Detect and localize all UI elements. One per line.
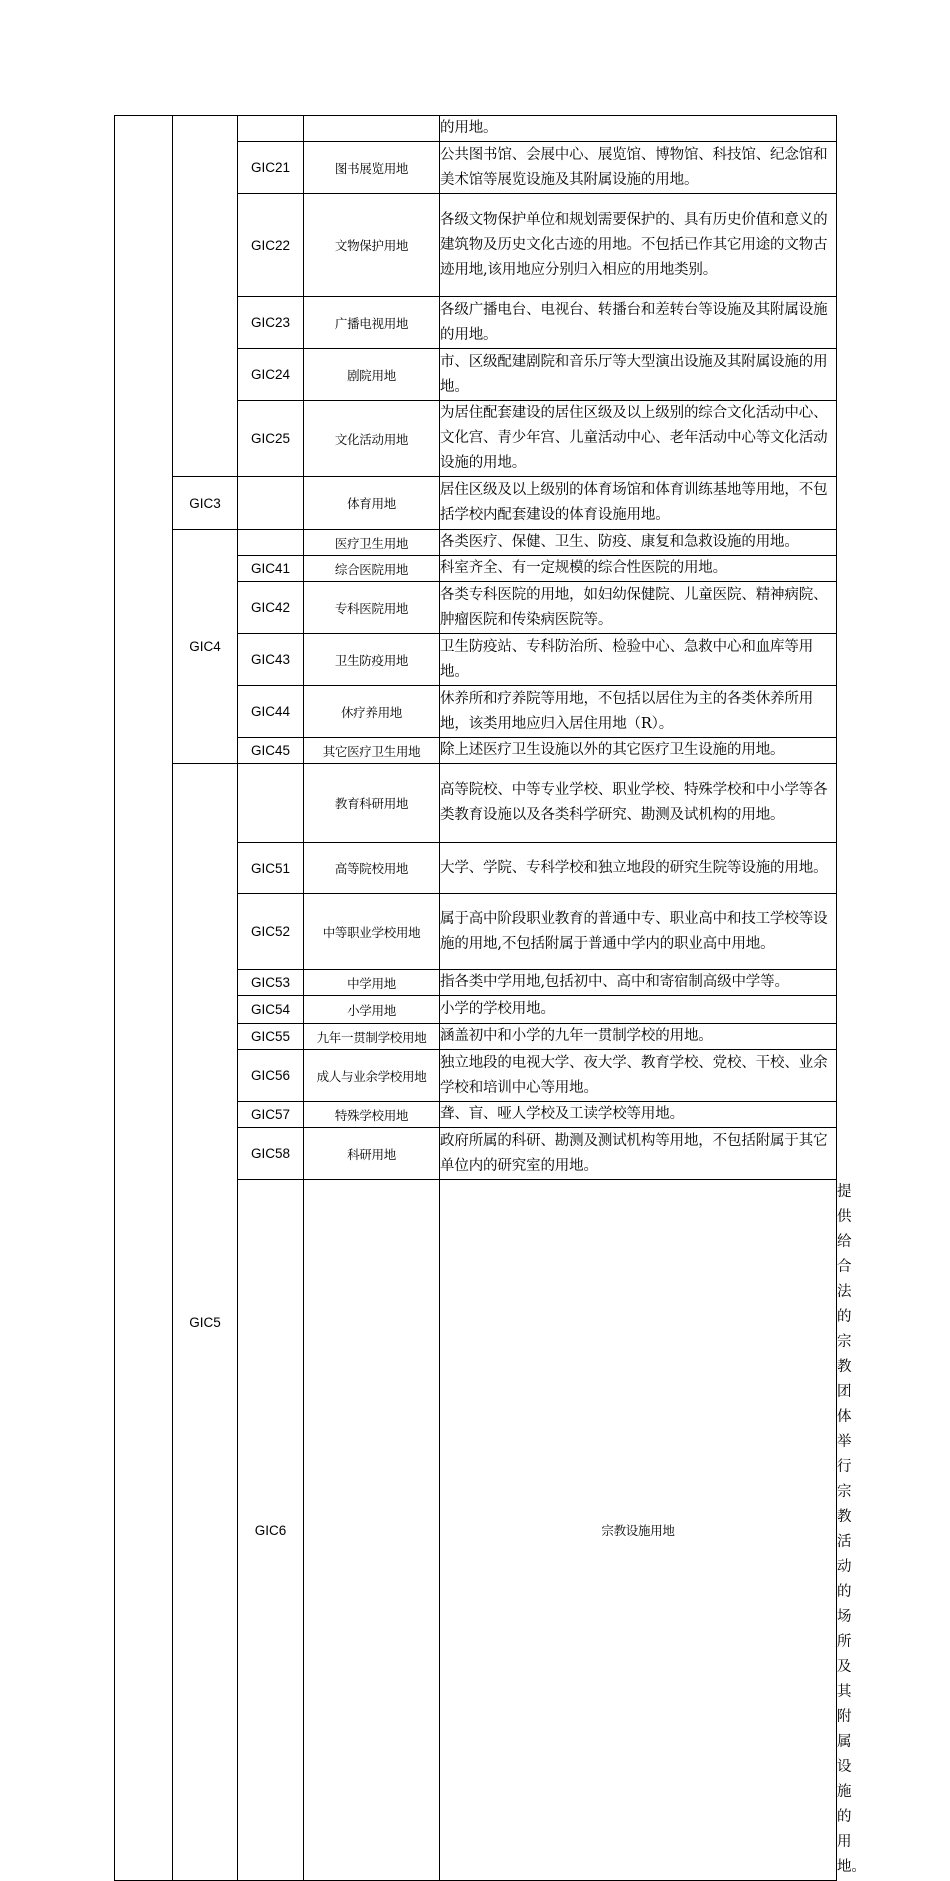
category-name-cell: 广播电视用地 — [304, 297, 440, 349]
category-name-cell: 图书展览用地 — [304, 142, 440, 194]
description-cell: 属于高中阶段职业教育的普通中专、职业高中和技工学校等设施的用地,不包括附属于普通中学内的职业高中用地。 — [440, 894, 837, 970]
category-name-cell: 专科医院用地 — [304, 582, 440, 634]
sub-code-cell: GIC55 — [238, 1024, 304, 1050]
category-name-cell: 高等院校用地 — [304, 843, 440, 894]
sub-code-cell: GIC43 — [238, 634, 304, 686]
description-cell: 各级广播电台、电视台、转播台和差转台等设施及其附属设施的用地。 — [440, 297, 837, 349]
category-name-cell: 九年一贯制学校用地 — [304, 1024, 440, 1050]
description-cell: 科室齐全、有一定规模的综合性医院的用地。 — [440, 556, 837, 582]
sub-code-cell — [238, 116, 304, 142]
table-row — [115, 764, 837, 843]
description-cell: 政府所属的科研、勘测及测试机构等用地，不包括附属于其它单位内的研究室的用地。 — [440, 1128, 837, 1180]
sub-code-cell: GIC41 — [238, 556, 304, 582]
sub-code-cell: GIC56 — [238, 1050, 304, 1102]
description-cell: 公共图书馆、会展中心、展览馆、博物馆、科技馆、纪念馆和美术馆等展览设施及其附属设施的用地。 — [440, 142, 837, 194]
description-cell: 涵盖初中和小学的九年一贯制学校的用地。 — [440, 1024, 837, 1050]
table-row: GIC6 宗教设施用地 提供给合法的宗教团体举行宗教活动的场所及其附属设施的用地。 — [115, 1180, 837, 1881]
sub-code-cell: GIC52 — [238, 894, 304, 970]
description-cell: 指各类中学用地,包括初中、高中和寄宿制高级中学等。 — [440, 970, 837, 996]
category-name-cell: 小学用地 — [304, 996, 440, 1024]
major-class-cell — [115, 116, 173, 1881]
category-name-cell: 科研用地 — [304, 1128, 440, 1180]
category-name-cell — [304, 116, 440, 142]
category-name-cell: 医疗卫生用地 — [304, 530, 440, 556]
description-cell: 各级文物保护单位和规划需要保护的、具有历史价值和意义的建筑物及历史文化古迹的用地。不包括已作其它用途的文物古迹用地,该用地应分别归入相应的用地类别。 — [440, 194, 837, 297]
category-name-cell: 教育科研用地 — [304, 764, 440, 843]
land-use-table — [114, 115, 866, 1881]
sub-code-cell — [304, 1180, 440, 1881]
category-name-cell: 体育用地 — [304, 477, 440, 530]
description-cell: 的用地。 — [440, 116, 837, 142]
category-name-cell: 宗教设施用地 — [440, 1180, 837, 1881]
sub-code-cell: GIC24 — [238, 349, 304, 401]
description-cell: 休养所和疗养院等用地，不包括以居住为主的各类休养所用地，该类用地应归入居住用地（R）。 — [440, 686, 837, 738]
category-name-cell: 成人与业余学校用地 — [304, 1050, 440, 1102]
sub-code-cell: GIC23 — [238, 297, 304, 349]
description-cell: 市、区级配建剧院和音乐厅等大型演出设施及其附属设施的用地。 — [440, 349, 837, 401]
category-name-cell: 综合医院用地 — [304, 556, 440, 582]
sub-code-cell: GIC57 — [238, 1102, 304, 1128]
sub-code-cell: GIC53 — [238, 970, 304, 996]
description-cell: 独立地段的电视大学、夜大学、教育学校、党校、干校、业余学校和培训中心等用地。 — [440, 1050, 837, 1102]
category-name-cell: 剧院用地 — [304, 349, 440, 401]
sub-code-cell: GIC22 — [238, 194, 304, 297]
description-cell: 各类医疗、保健、卫生、防疫、康复和急救设施的用地。 — [440, 530, 837, 556]
table-row — [115, 530, 837, 556]
mid-code-cell: GIC3 — [173, 477, 238, 530]
sub-code-cell — [238, 530, 304, 556]
category-name-cell: 休疗养用地 — [304, 686, 440, 738]
table-row — [115, 116, 837, 142]
category-name-cell: 其它医疗卫生用地 — [304, 738, 440, 764]
sub-code-cell: GIC44 — [238, 686, 304, 738]
category-name-cell: 卫生防疫用地 — [304, 634, 440, 686]
mid-code-cell: GIC6 — [238, 1180, 304, 1881]
category-name-cell: 文物保护用地 — [304, 194, 440, 297]
sub-code-cell: GIC21 — [238, 142, 304, 194]
category-name-cell: 特殊学校用地 — [304, 1102, 440, 1128]
sub-code-cell: GIC25 — [238, 401, 304, 477]
sub-code-cell: GIC45 — [238, 738, 304, 764]
description-cell: 大学、学院、专科学校和独立地段的研究生院等设施的用地。 — [440, 843, 837, 894]
sub-code-cell: GIC58 — [238, 1128, 304, 1180]
description-cell: 小学的学校用地。 — [440, 996, 837, 1024]
sub-code-cell — [238, 764, 304, 843]
mid-code-cell: GIC5 — [173, 764, 238, 1881]
category-name-cell: 中学用地 — [304, 970, 440, 996]
table-row — [115, 477, 837, 530]
description-cell: 为居住配套建设的居住区级及以上级别的综合文化活动中心、文化宫、青少年宫、儿童活动中心、老年活动中心等文化活动设施的用地。 — [440, 401, 837, 477]
category-name-cell: 文化活动用地 — [304, 401, 440, 477]
sub-code-cell: GIC42 — [238, 582, 304, 634]
description-cell: 除上述医疗卫生设施以外的其它医疗卫生设施的用地。 — [440, 738, 837, 764]
category-name-cell: 中等职业学校用地 — [304, 894, 440, 970]
description-cell: 各类专科医院的用地，如妇幼保健院、儿童医院、精神病院、肿瘤医院和传染病医院等。 — [440, 582, 837, 634]
description-cell: 卫生防疫站、专科防治所、检验中心、急救中心和血库等用地。 — [440, 634, 837, 686]
mid-class-cell — [173, 116, 238, 477]
mid-code-cell: GIC4 — [173, 530, 238, 764]
description-cell: 高等院校、中等专业学校、职业学校、特殊学校和中小学等各类教育设施以及各类科学研究、勘测及试机构的用地。 — [440, 764, 837, 843]
description-cell: 聋、盲、哑人学校及工读学校等用地。 — [440, 1102, 837, 1128]
sub-code-cell: GIC54 — [238, 996, 304, 1024]
description-cell: 居住区级及以上级别的体育场馆和体育训练基地等用地，不包括学校内配套建设的体育设施用地。 — [440, 477, 837, 530]
sub-code-cell: GIC51 — [238, 843, 304, 894]
sub-code-cell — [238, 477, 304, 530]
